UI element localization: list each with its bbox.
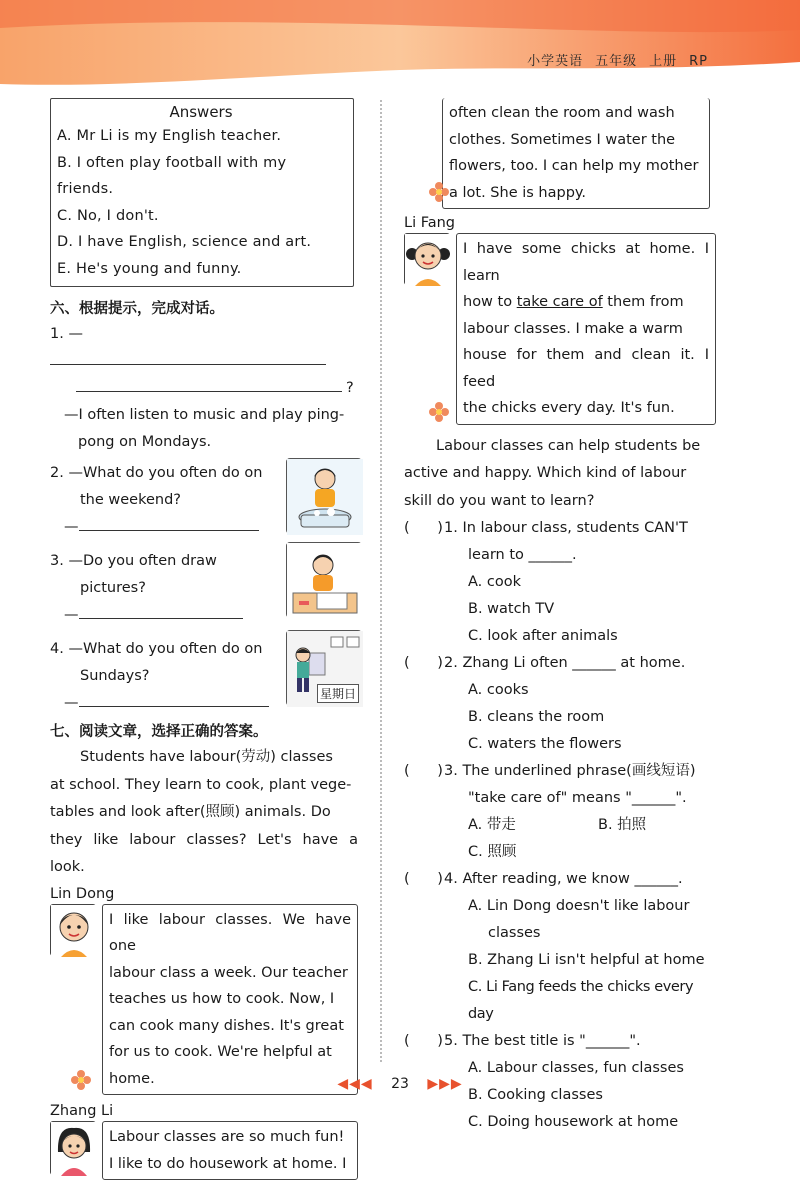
answer-b: B. I often play football with my friends.: [57, 154, 287, 197]
lin-dong-line6: home.: [109, 1070, 155, 1087]
q1-blank1[interactable]: [50, 351, 326, 365]
prev-arrows-icon: ◀◀◀: [337, 1076, 373, 1092]
q2-option-b[interactable]: B. cleans the room: [468, 709, 605, 725]
closing-line1: Labour classes can help students be: [436, 437, 701, 454]
q3-stem-1: 3. The underlined phrase(画线短语): [444, 763, 696, 779]
page-footer: [0, 1076, 800, 1092]
q3-options-row: [404, 812, 716, 839]
answers-box: [50, 98, 354, 287]
q3-option-c[interactable]: C. 照顾: [468, 844, 517, 860]
section7-title: 七、阅读文章，选择正确的答案。: [50, 724, 268, 740]
q1-answer-line1: —I often listen to music and play ping-: [64, 407, 345, 423]
flower-icon: [428, 401, 450, 423]
q3-option-a[interactable]: A. 带走: [468, 817, 516, 833]
q4-option-a-cont: classes: [488, 925, 541, 941]
closing-line3: skill do you want to learn?: [404, 492, 595, 509]
right-column: [404, 98, 716, 1136]
question-3: [404, 758, 716, 812]
q1-answer-paren[interactable]: ( ): [404, 520, 443, 536]
header-volume: 上册: [649, 54, 678, 69]
header-banner: [0, 0, 800, 90]
page-number: 23: [391, 1076, 409, 1092]
lin-dong-line2: labour class a week. Our teacher: [109, 964, 348, 981]
zhang-li-line1: Labour classes are so much fun!: [109, 1129, 345, 1145]
q3-picture: [286, 542, 362, 618]
question-5: [404, 1028, 716, 1055]
column-divider: [380, 100, 382, 1062]
answer-a: A. Mr Li is my English teacher.: [57, 128, 282, 144]
girl-washing-clothes-icon: [287, 459, 363, 535]
q2-dash: —: [64, 519, 79, 535]
lin-dong-line5: for us to cook. We're helpful at: [109, 1044, 332, 1060]
li-fang-line3: labour classes. I make a warm: [463, 320, 683, 337]
q3-stem-2: "take care of" means "______".: [468, 790, 687, 806]
section6-title: 六、根据提示，完成对话。: [50, 301, 224, 317]
q2-line2: the weekend?: [80, 492, 181, 508]
lin-dong-bubble: [102, 904, 358, 1096]
header-label: [515, 50, 708, 69]
girl-pigtails-avatar-icon: [405, 234, 451, 286]
li-fang-line2-pre: how to: [463, 294, 517, 310]
next-arrows-icon: ▶▶▶: [427, 1076, 463, 1092]
q1-option-a[interactable]: A. cook: [468, 574, 521, 590]
li-fang-line1: I have some chicks at home. I learn: [463, 241, 709, 284]
q2-stem-1: 2. Zhang Li often ______ at home.: [444, 655, 686, 671]
q4-dash: —: [64, 695, 79, 711]
closing-line2: active and happy. Which kind of labour: [404, 465, 687, 481]
q1-option-b[interactable]: B. watch TV: [468, 601, 555, 617]
q2-option-a[interactable]: A. cooks: [468, 682, 529, 698]
q5-option-a[interactable]: A. Labour classes, fun classes: [468, 1060, 684, 1076]
lin-dong-line3: teaches us how to cook. Now, I: [109, 991, 335, 1007]
q4-blank[interactable]: [79, 693, 269, 707]
li-fang-bubble: [456, 233, 716, 425]
q4-line2: Sundays?: [80, 668, 150, 684]
q2-picture: [286, 458, 362, 534]
li-fang-line2-post: them from: [602, 294, 684, 310]
li-fang-name: Li Fang: [404, 215, 456, 231]
take-care-of-underlined: take care of: [516, 294, 603, 310]
lin-dong-name: Lin Dong: [50, 885, 115, 902]
li-fang-line2: [463, 289, 709, 316]
intro-line4: they like labour classes? Let's have a look.: [50, 831, 358, 875]
answer-d: D. I have English, science and art.: [57, 234, 312, 250]
q3-option-b[interactable]: B. 拍照: [598, 817, 647, 833]
q1-stem-2: learn to ______.: [468, 547, 577, 563]
q5-stem-1: 5. The best title is "______".: [444, 1033, 641, 1049]
q3-line2: pictures?: [80, 580, 146, 596]
intro-line3: tables and look after(照顾) animals. Do: [50, 804, 331, 820]
answer-e: E. He's young and funny.: [57, 260, 242, 277]
intro-line1: Students have labour(劳动) classes: [80, 749, 333, 765]
q1-answer-line2: pong on Mondays.: [78, 434, 212, 450]
zhang-li-line4: clothes. Sometimes I water the: [449, 131, 676, 148]
girl-avatar-icon: [51, 1122, 97, 1176]
lin-dong-card: [50, 904, 358, 1096]
q2-answer-paren[interactable]: ( ): [404, 655, 443, 671]
page-header: [0, 0, 800, 90]
q1-stem-1: 1. In labour class, students CAN'T: [444, 520, 688, 536]
q3-answer-paren[interactable]: ( ): [404, 763, 443, 779]
li-fang-line4: house for them and clean it. I feed: [463, 347, 709, 390]
q3-row: [50, 548, 358, 632]
left-column: [50, 98, 358, 1180]
boy-avatar-icon: [51, 905, 97, 957]
q1-line1: [50, 321, 358, 375]
flower-icon: [428, 181, 450, 203]
li-fang-avatar: [404, 233, 450, 285]
zhang-li-line5: flowers, too. I can help my mother: [449, 158, 699, 174]
zhang-li-line6: a lot. She is happy.: [449, 184, 587, 201]
question-2: [404, 650, 716, 677]
zhang-li-card-right: [428, 98, 710, 209]
zhang-li-bubble-right: [442, 98, 710, 209]
q5-option-c[interactable]: C. Doing housework at home: [468, 1114, 679, 1130]
q4-option-c[interactable]: C. Li Fang feeds the chicks every day: [468, 979, 694, 1022]
answer-c: C. No, I don't.: [57, 207, 159, 224]
q3-blank[interactable]: [79, 605, 243, 619]
q4-stem-1: 4. After reading, we know ______.: [444, 871, 683, 887]
q1-option-c[interactable]: C. look after animals: [468, 628, 618, 644]
q1-question-mark: ?: [346, 380, 354, 396]
li-fang-card: [404, 233, 716, 425]
q4-option-a[interactable]: A. Lin Dong doesn't like labour: [468, 898, 690, 914]
q4-answer-paren[interactable]: ( ): [404, 871, 443, 887]
zhang-li-card-left: [50, 1121, 358, 1180]
q1-line2: [50, 375, 358, 402]
q1-number: 1. —: [50, 326, 83, 342]
header-grade: 五年级: [595, 54, 638, 69]
q1-blank2[interactable]: [76, 378, 342, 392]
q3-dash: —: [64, 607, 79, 623]
zhang-li-bubble-left: [102, 1121, 358, 1180]
lin-dong-line1: I like labour classes. We have one: [109, 911, 351, 954]
zhang-li-name: Zhang Li: [50, 1103, 114, 1119]
q5-option-b[interactable]: B. Cooking classes: [468, 1087, 603, 1103]
header-edition: RP: [689, 54, 708, 69]
q4-picture: [286, 630, 362, 706]
intro-line2: at school. They learn to cook, plant vege-: [50, 776, 352, 793]
q4-option-b[interactable]: B. Zhang Li isn't helpful at home: [468, 952, 705, 968]
zhang-li-line2: I like to do housework at home. I: [109, 1155, 347, 1172]
q2-option-c[interactable]: C. waters the flowers: [468, 736, 622, 752]
li-fang-line5: the chicks every day. It's fun.: [463, 400, 675, 416]
boy-drawing-icon: [287, 543, 363, 619]
q2-blank[interactable]: [79, 517, 259, 531]
q3-line1: 3. —Do you often draw: [50, 553, 217, 569]
header-subject: 小学英语: [527, 54, 584, 69]
lin-dong-line4: can cook many dishes. It's great: [109, 1017, 344, 1034]
zhang-li-avatar: [50, 1121, 96, 1175]
q4-picture-label: 星期日: [317, 684, 359, 703]
question-1: [404, 515, 716, 569]
q2-line1: 2. —What do you often do on: [50, 465, 263, 481]
zhang-li-line3: often clean the room and wash: [449, 105, 675, 121]
q2-row: [50, 460, 358, 544]
q4-row: [50, 636, 358, 720]
lin-dong-avatar: [50, 904, 96, 956]
answers-title: Answers: [169, 103, 233, 121]
question-4: [404, 866, 716, 893]
q4-line1: 4. —What do you often do on: [50, 641, 263, 657]
q5-answer-paren[interactable]: ( ): [404, 1033, 443, 1049]
